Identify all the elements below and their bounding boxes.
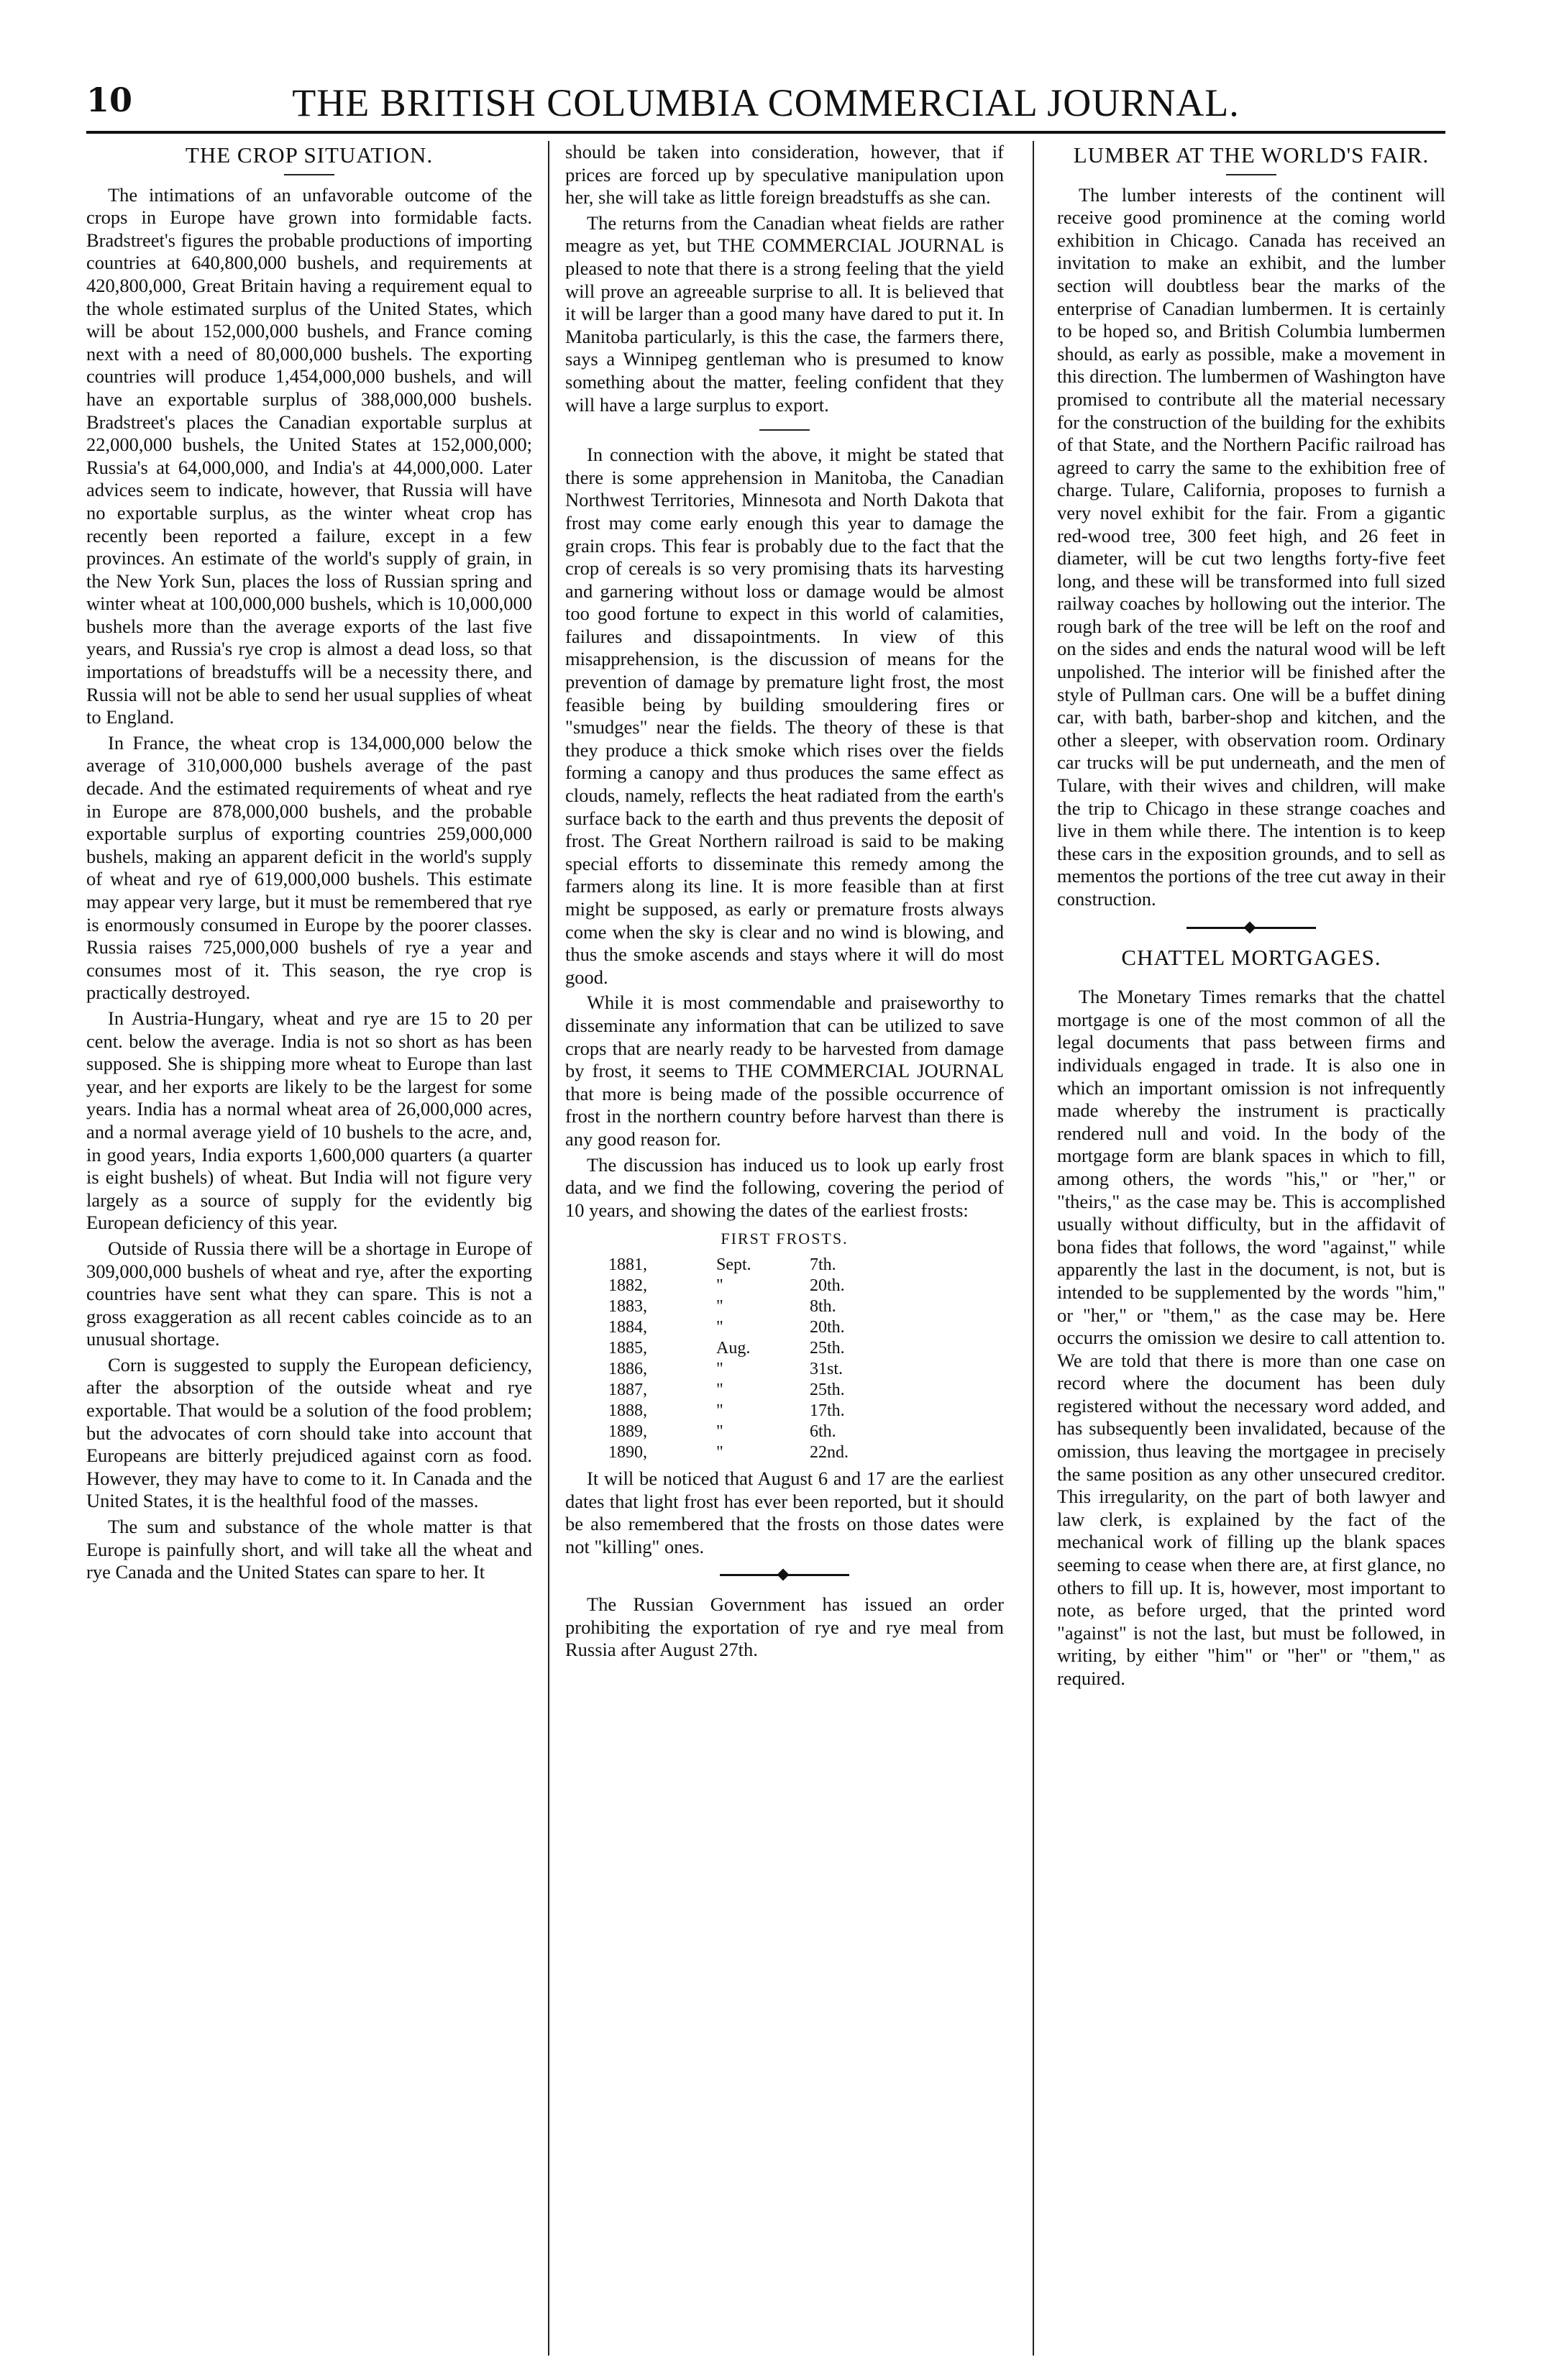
frost-day: 6th. (810, 1422, 836, 1441)
column-2 (565, 141, 1004, 2356)
article-paragraph: The lumber interests of the continent will receive good prominence at the coming world exhibition in Chicago. Canada has received an invitation to make an exhibit, and the lumber section will doubtless bear the marks of the enterprise of Canadian lumbermen. It is certainly to be hoped so, and British Columbia lumbermen should, as early as possible, make a movement in this direction. The lumbermen of Washington have promised to contribute all the material necessary for the construction of the building for the exhibits of that State, and the Northern Pacific railroad has agreed to carry the same to the exhibition free of charge. Tulare, California, proposes to furnish a very novel exhibit for the fair. From a gigantic red-wood tree, 300 feet high, and 26 feet in diameter, will be cut two lengths forty-five feet long, and these will be transformed into full sized railway coaches by hollowing out the interior. The rough bark of the tree will be left on the roof and on the sides and ends the natural wood will be left unpolished. The interior will be finished after the style of Pullman cars. One will be a buffet dining car, with bath, barber-shop and kitchen, and the other a sleeper, with observation room. Ordinary car trucks will be put underneath, and the men of Tulare, with their wives and children, will make the trip to Chicago in these strange coaches and live in them while there. The intention is to keep these cars in the exposition grounds, and to sell as mementos the portions of the tree cut away in their construction. (1057, 183, 1445, 910)
article-paragraph: In Austria-Hungary, wheat and rye are 15 to 20 per cent. below the average. India is not so short as has been supposed. She is shipping more wheat to Europe than last year, and her exports are likely to be the largest for some years. India has a normal wheat area of 26,000,000 acres, and a normal average yield of 10 bushels to the acre, and, in good years, India exports 1,600,000 quarters (a quarter is eight bushels) of wheat. But India will not figure very largely as a source of supply for the evidently big European deficiency of this year. (86, 1007, 532, 1234)
section-ornament (1187, 927, 1316, 929)
frost-day: 8th. (810, 1296, 836, 1316)
article-paragraph: The Monetary Times remarks that the chattel mortgage is one of the most common of all the legal documents that pass between firms and individuals engaged in trade. It is also one in which an important omission is not infrequently made whereby the instrument is practically rendered null and void. In the body of the mortgage form are blank spaces in which to fill, among others, the words "his," or "her," or "theirs," as the case may be. This is accomplished usually without difficulty, but in the affidavit of bona fides that follows, the word "against," while apparently the last in the document, is not, but is intended to be supplemented by the words "him," or "her," or "them," as the case may be. Here occurrs the omission we desire to call attention to. We are told that there is more than one case on record where the document has been duly registered without the necessary word added, and has subsequently been invalidated, because of the omission, thus leaving the mortgagee in precisely the same position as any other unsecured creditor. This irregularity, on the part of both lawyer and law clerk, is explained by the fact of the mechanical work of filling up the blank spaces seeming to cease when there are, at first glance, no others to fill up. It is, however, most important to note, as before urged, that the printed word "against" is not the last, but must be followed, in writing, by either "him" or "her" or "them," as required. (1057, 986, 1445, 1689)
frost-year: 1886, (608, 1359, 647, 1378)
frost-month: " (716, 1296, 723, 1316)
crop-situation-heading: THE CROP SITUATION. (185, 142, 434, 168)
header-rule (86, 131, 1445, 134)
frost-month: " (716, 1442, 723, 1462)
frost-year: 1890, (608, 1442, 647, 1462)
page-number: 10 (86, 81, 133, 119)
table-row (608, 1255, 1004, 1276)
frost-month: Sept. (716, 1255, 751, 1274)
article-paragraph: While it is most commendable and praiseworthy to disseminate any information that can be utilized to save crops that are nearly ready to be harvested from damage by frost, it seems to THE COMMERCIAL JOURNAL that more is being made of the possible occurrence of frost in the northern country before harvest than there is any good reason for. (565, 992, 1004, 1150)
article-paragraph: Corn is suggested to supply the European deficiency, after the absorption of the outside wheat and rye exportable. That would be a solution of the food problem; but the advocates of corn should take into account that Europeans are bitterly prejudiced against corn as food. However, they may have to come to it. In Canada and the United States, it is the healthful food of the masses. (86, 1353, 532, 1512)
frost-month: " (716, 1276, 723, 1295)
frost-day: 25th. (810, 1380, 845, 1399)
article-paragraph: The sum and substance of the whole matter is that Europe is painfully short, and will take all the wheat and rye Canada and the United States can spare to her. It (86, 1516, 532, 1583)
article-paragraph: The intimations of an unfavorable outcome of the crops in Europe have grown into formidable facts. Bradstreet's figures the probable productions of importing countries at 640,800,000 bushels, and requirements at 420,800,000, Great Britain having a requirement equal to the whole estimated surplus of the United States, which will be about 152,000,000 bushels, and France coming next with a need of 80,000,000 bushels. The exporting countries will produce 1,454,000,000 bushels, and will have an exportable surplus of 388,000,000 bushels. Bradstreet's places the Canadian exportable surplus at 22,000,000 bushels, the United States at 152,000,000; Russia's at 64,000,000, and India's at 44,000,000. Later advices seem to indicate, however, that Russia will have no exportable surplus, as the winter wheat crop has recently been reported a failure, except in a few provinces. An estimate of the world's supply of grain, in the New York Sun, places the loss of Russian spring and winter wheat at 100,000,000 bushels, which is 10,000,000 bushels more than the average exports of the last five years, and Russia's rye crop is almost a dead loss, so that importations of breadstuffs will be a necessity there, and Russia will not be able to send her usual supplies of wheat to England. (86, 183, 532, 728)
frost-day: 20th. (810, 1276, 845, 1295)
frost-day: 7th. (810, 1255, 836, 1274)
frost-year: 1883, (608, 1296, 647, 1316)
article-paragraph: should be taken into consideration, however, that if prices are forced up by speculative manipulation upon her, she will take as little foreign breadstuffs as she can. (565, 141, 1004, 209)
column-1 (86, 141, 532, 2356)
frost-table (608, 1255, 1004, 1463)
chattel-heading: CHATTEL MORTGAGES. (1121, 944, 1381, 970)
article-paragraph: In France, the wheat crop is 134,000,000 below the average of 310,000,000 bushels average of the past decade. And the estimated requirements of wheat and rye in Europe are 878,000,000 bushels, and the probable exportable surplus of exporting countries 259,000,000 bushels, making an apparent deficit in the world's supply of wheat and rye of 619,000,000 bushels. This estimate may appear very large, but it must be remembered that rye is enormously consumed in Europe by the poorer classes. Russia raises 725,000,000 bushels of rye a year and consumes most of it. This season, the rye crop is practically destroyed. (86, 731, 532, 1004)
article-paragraph: Outside of Russia there will be a shortage in Europe of 309,000,000 bushels of wheat and rye, after the exporting countries have sent what they can spare. This is not a gross exaggeration as all recent cables coincide as to an unusual shortage. (86, 1237, 532, 1350)
article-paragraph: The discussion has induced us to look up early frost data, and we find the following, covering the period of 10 years, and showing the dates of the earliest frosts: (565, 1153, 1004, 1221)
frost-day: 17th. (810, 1401, 845, 1420)
table-row (608, 1338, 1004, 1359)
heading-spacer (1057, 976, 1445, 986)
frost-year: 1882, (608, 1276, 647, 1295)
table-row (608, 1442, 1004, 1463)
frost-year: 1887, (608, 1380, 647, 1399)
frost-table-title: FIRST FROSTS. (721, 1230, 849, 1248)
section-rule (759, 429, 810, 431)
frost-year: 1888, (608, 1401, 647, 1420)
table-row (608, 1359, 1004, 1380)
frost-year: 1881, (608, 1255, 647, 1274)
frost-year: 1889, (608, 1422, 647, 1441)
heading-rule (1226, 174, 1276, 175)
column-3 (1057, 141, 1445, 2356)
frost-month: " (716, 1317, 723, 1337)
table-row (608, 1401, 1004, 1422)
article-paragraph: The Russian Government has issued an order prohibiting the exportation of rye and rye meal from Russia after August 27th. (565, 1593, 1004, 1661)
table-row (608, 1276, 1004, 1296)
article-paragraph: The returns from the Canadian wheat fields are rather meagre as yet, but THE COMMERCIAL JOURNAL is pleased to note that there is a strong feeling that the yield will prove an agreeable surprise to all. It is believed that it will be larger than a good many have dared to put it. In Manitoba particularly, is this the case, the farmers there, says a Winnipeg gentleman who is presumed to know something about the matter, feeling confident that they will have a large surplus to export. (565, 211, 1004, 416)
frost-day: 22nd. (810, 1442, 849, 1462)
frost-month: " (716, 1422, 723, 1441)
table-row (608, 1296, 1004, 1317)
table-row (608, 1380, 1004, 1401)
column-divider-1 (548, 141, 549, 2356)
heading-rule (284, 174, 334, 175)
frost-day: 31st. (810, 1359, 843, 1378)
column-divider-2 (1033, 141, 1034, 2356)
frost-day: 20th. (810, 1317, 845, 1337)
frost-month: " (716, 1380, 723, 1399)
article-paragraph: In connection with the above, it might be stated that there is some apprehension in Manitoba, the Canadian Northwest Territories, Minnesota and North Dakota that frost may come early enough this year to damage the grain crops. This fear is probably due to the fact that the crop of cereals is so very promising thats its harvesting and garnering without loss or damage would be almost too good fortune to expect in this world of calamities, failures and dissapointments. In view of this misapprehension, is the discussion of means for the prevention of damage by premature light frost, the most feasible being by building smouldering fires or "smudges" near the fields. The theory of these is that they produce a thick smoke which rises over the fields forming a canopy and thus produces the same effect as clouds, namely, reflects the heat radiated from the earth's surface back to the earth and thus prevents the deposit of frost. The Great Northern railroad is said to be making special efforts to disseminate this remedy among the farmers along its line. It is more feasible than at first might be supposed, as early or premature frosts always come when the sky is clear and no wind is blowing, and thus the smoke ascends and stays where it will do most good. (565, 444, 1004, 988)
frost-year: 1885, (608, 1338, 647, 1358)
article-paragraph: It will be noticed that August 6 and 17 are the earliest dates that light frost has ever been reported, but it should be also remembered that the frosts on those dates were not "killing" ones. (565, 1467, 1004, 1557)
table-row (608, 1422, 1004, 1442)
frost-month: Aug. (716, 1338, 751, 1358)
frost-year: 1884, (608, 1317, 647, 1337)
journal-title: THE BRITISH COLUMBIA COMMERCIAL JOURNAL. (292, 81, 1240, 124)
table-row (608, 1317, 1004, 1338)
page-header (86, 81, 1445, 131)
frost-month: " (716, 1359, 723, 1378)
frost-month: " (716, 1401, 723, 1420)
section-ornament (720, 1574, 849, 1576)
frost-day: 25th. (810, 1338, 845, 1358)
lumber-heading: LUMBER AT THE WORLD'S FAIR. (1073, 142, 1430, 168)
